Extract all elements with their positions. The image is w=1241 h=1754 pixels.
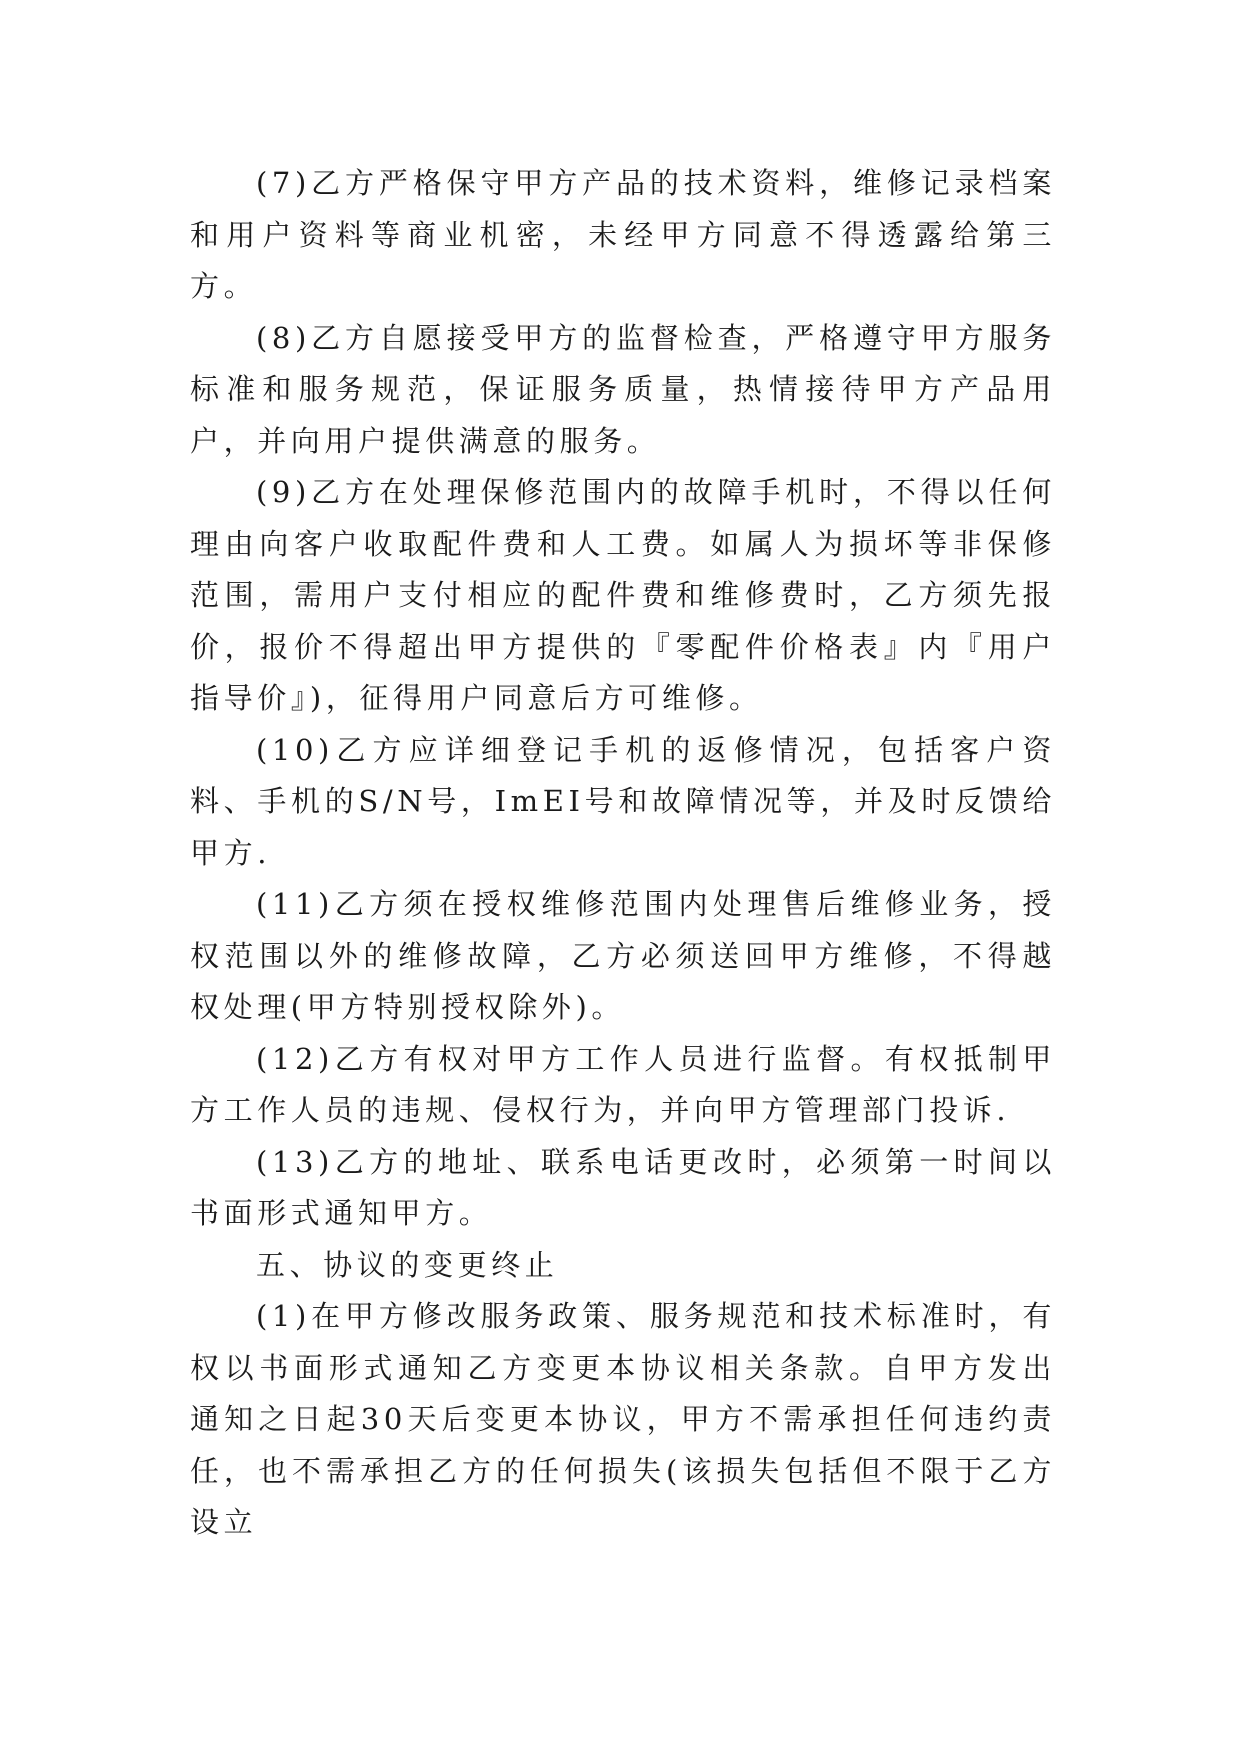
section-5-clause-1: (1)在甲方修改服务政策、服务规范和技术标准时，有权以书面形式通知乙方变更本协议相关条款。自甲方发出通知之日起30天后变更本协议，甲方不需承担任何违约责任，也不需承担乙方的任何损失(该损失包括但不限于乙方设立 [190,1299,1056,1539]
clause-8: (8)乙方自愿接受甲方的监督检查，严格遵守甲方服务标准和服务规范，保证服务质量，热情接待甲方产品用户，并向用户提供满意的服务。 [190,320,1056,458]
clause-10: (10)乙方应详细登记手机的返修情况，包括客户资料、手机的S/N号，ImEI号和故障情况等，并及时反馈给甲方. [190,732,1056,870]
document-page [190,158,1056,1549]
clause-9: (9)乙方在处理保修范围内的故障手机时，不得以任何理由向客户收取配件费和人工费。如属人为损坏等非保修范围，需用户支付相应的配件费和维修费时，乙方须先报价，报价不得超出甲方提供的『零配件价格表』内『用户指导价』)，征得用户同意后方可维修。 [190,475,1056,715]
clause-13: (13)乙方的地址、联系电话更改时，必须第一时间以书面形式通知甲方。 [190,1144,1056,1230]
section-heading-5: 五、协议的变更终止 [256,1247,559,1282]
clause-7: (7)乙方严格保守甲方产品的技术资料，维修记录档案和用户资料等商业机密，未经甲方同意不得透露给第三方。 [190,166,1056,303]
clause-12: (12)乙方有权对甲方工作人员进行监督。有权抵制甲方工作人员的违规、侵权行为，并向甲方管理部门投诉. [190,1041,1056,1127]
clause-11: (11)乙方须在授权维修范围内处理售后维修业务，授权范围以外的维修故障，乙方必须送回甲方维修，不得越权处理(甲方特别授权除外)。 [190,887,1056,1024]
